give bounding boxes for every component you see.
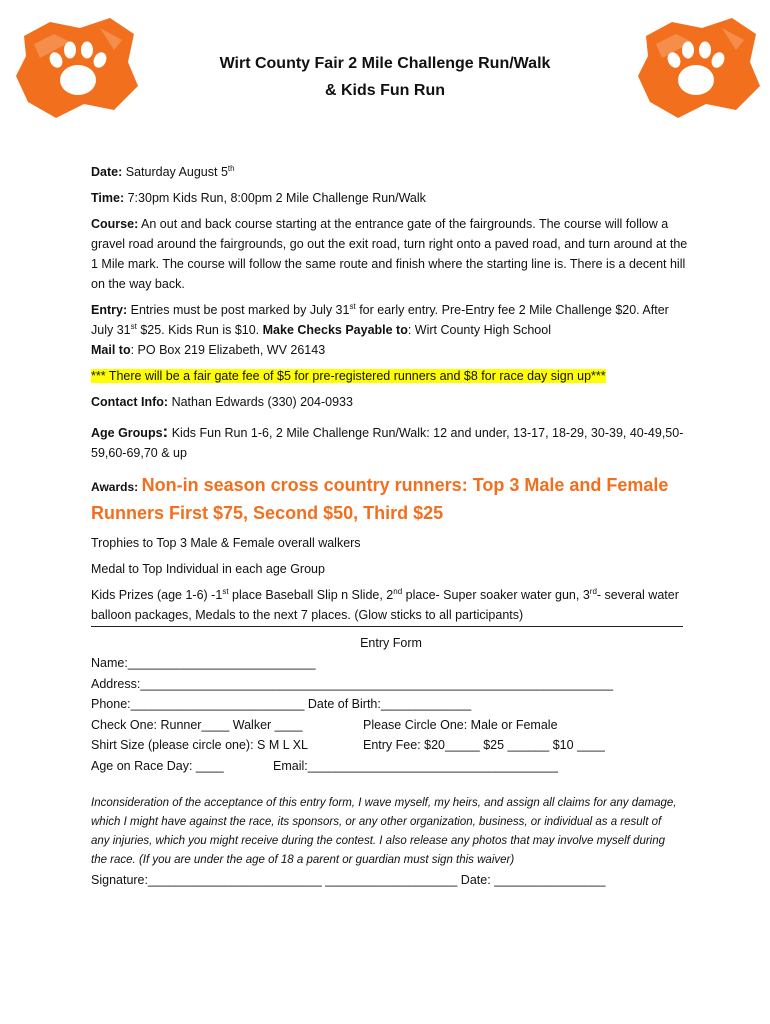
- age-groups-label: Age Groups: [91, 426, 163, 440]
- waiver-text: Inconsideration of the acceptance of this entry form, I wave myself, my heirs, and assign all claims for any damage, which I might have against the race, its sponsors, or any other organization, business, or individual as a result of any injuries, which you might receive during the contest. I also release any photos that may involve myself during the race. (If you are under the age of 18 a parent or guardian must sign this waiver): [91, 797, 677, 866]
- paw-print-icon: [632, 14, 764, 122]
- entry-text: $25. Kids Run is $10.: [140, 323, 260, 337]
- course-value: An out and back course starting at the entrance gate of the fairgrounds. The course will follow a gravel road around the fairgrounds, go out the exit road, turn right onto a paved road, and turn around at the 1 Mile mark. The course will follow the same route and finish where the starting line is. There is a decent hill on the way back.: [91, 217, 688, 291]
- flyer-content: [91, 162, 691, 890]
- course-label: Course:: [91, 217, 139, 231]
- mail-value: : PO Box 219 Elizabeth, WV 26143: [130, 343, 326, 357]
- entry-label: Entry:: [91, 303, 128, 317]
- name-field[interactable]: Name:___________________________: [91, 656, 316, 670]
- form-row: [91, 715, 691, 736]
- kids-prizes-text: - several water balloon packages, Medals to the next 7 places. (Glow sticks to all participants): [91, 588, 679, 622]
- trophies-line: Trophies to Top 3 Male & Female overall walkers: [91, 536, 361, 550]
- shirt-size-field[interactable]: Shirt Size (please circle one): S M L XL: [91, 738, 308, 752]
- address-field[interactable]: Address:____________________________________________________________________: [91, 676, 614, 691]
- checks-label: Make Checks Payable to: [262, 323, 408, 337]
- form-row: [91, 756, 691, 777]
- entry-sup: st: [130, 321, 137, 331]
- date-line: [91, 162, 691, 182]
- kids-prizes-text: place- Super soaker water gun, 3: [405, 588, 590, 602]
- time-line: [91, 188, 691, 208]
- contact-value: Nathan Edwards (330) 204-0933: [171, 395, 353, 409]
- date-sup: th: [227, 163, 235, 173]
- course-paragraph: [91, 214, 691, 294]
- title-line-2: & Kids Fun Run: [325, 82, 445, 99]
- date-label: Date:: [91, 165, 123, 179]
- gate-notice-text: *** There will be a fair gate fee of $5 for pre-registered runners and $8 for race day sign up***: [91, 369, 606, 383]
- divider: [91, 626, 683, 627]
- awards-label: Awards:: [91, 480, 139, 494]
- title-line-1: Wirt County Fair 2 Mile Challenge Run/Walk: [219, 55, 551, 72]
- mail-label: Mail to: [91, 343, 131, 357]
- time-label: Time:: [91, 191, 125, 205]
- awards-paragraph: [91, 471, 691, 527]
- entry-text: for early entry. Pre-Entry fee 2 Mile Challenge $20. After July 31: [91, 303, 669, 337]
- date-value: Saturday August 5: [125, 165, 228, 179]
- entry-fee-field[interactable]: Entry Fee: $20_____ $25 ______ $10 ____: [363, 738, 605, 752]
- medal-line: Medal to Top Individual in each age Group: [91, 562, 325, 576]
- age-groups-value: Kids Fun Run 1-6, 2 Mile Challenge Run/Walk: 12 and under, 13-17, 18-29, 30-39, 40-49,50-59,60-69,70 & up: [91, 426, 684, 460]
- entry-paragraph: [91, 300, 691, 360]
- form-row: [91, 735, 691, 756]
- entry-form-title: Entry Form: [360, 636, 422, 650]
- runner-walker-field[interactable]: Check One: Runner____ Walker ____: [91, 717, 303, 732]
- email-field[interactable]: Email:____________________________________: [273, 758, 558, 773]
- contact-line: [91, 392, 691, 412]
- contact-label: Contact Info:: [91, 395, 169, 409]
- time-value: 7:30pm Kids Run, 8:00pm 2 Mile Challenge Run/Walk: [127, 191, 426, 205]
- phone-dob-field[interactable]: Phone:_________________________ Date of Birth:_____________: [91, 697, 472, 711]
- kids-sup: st: [222, 586, 229, 596]
- page-title: [150, 50, 620, 104]
- checks-value: : Wirt County High School: [407, 323, 551, 337]
- kids-prizes-text: Kids Prizes (age 1-6) -1: [91, 588, 223, 602]
- kids-sup: rd: [589, 586, 597, 596]
- signature-field[interactable]: Signature:_________________________ ___________________ Date: ________________: [91, 873, 606, 887]
- entry-text: Entries must be post marked by July 31: [130, 303, 350, 317]
- paw-print-icon: [10, 14, 142, 122]
- age-groups-colon: :: [162, 422, 169, 441]
- entry-sup: st: [349, 301, 356, 311]
- gate-notice: [91, 366, 691, 386]
- age-groups-paragraph: [91, 422, 691, 463]
- age-field[interactable]: Age on Race Day: ____: [91, 758, 224, 773]
- kids-prizes-text: place Baseball Slip n Slide, 2: [232, 588, 394, 602]
- gender-field[interactable]: Please Circle One: Male or Female: [363, 717, 558, 732]
- kids-prizes-paragraph: [91, 585, 691, 625]
- kids-sup: nd: [393, 586, 403, 596]
- awards-headline: Non-in season cross country runners: Top 3 Male and Female Runners First $75, Second $50, Third $25: [91, 475, 669, 523]
